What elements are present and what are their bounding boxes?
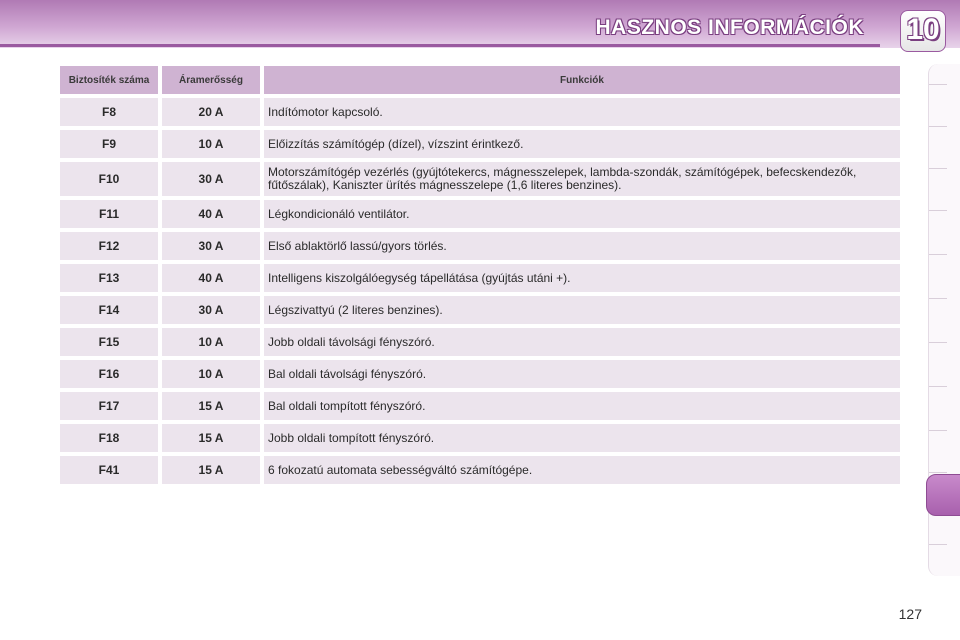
fuse-cell: F12 bbox=[60, 232, 158, 260]
amp-cell: 30 A bbox=[162, 162, 260, 196]
tab-divider bbox=[929, 84, 947, 85]
column-header-fuse: Biztosíték száma bbox=[60, 66, 158, 94]
chapter-number: 10 bbox=[906, 13, 940, 46]
fuse-cell: F9 bbox=[60, 130, 158, 158]
table-row bbox=[60, 424, 900, 452]
fuse-cell: F11 bbox=[60, 200, 158, 228]
table-row bbox=[60, 162, 900, 196]
amp-cell: 15 A bbox=[162, 456, 260, 484]
page-number: 127 bbox=[898, 606, 922, 622]
tab-divider bbox=[929, 210, 947, 211]
fuse-cell: F10 bbox=[60, 162, 158, 196]
function-cell: Intelligens kiszolgálóegység tápellátása (gyújtás utáni +). bbox=[264, 264, 900, 292]
tab-divider bbox=[929, 342, 947, 343]
table-row bbox=[60, 328, 900, 356]
column-header-functions: Funkciók bbox=[264, 66, 900, 94]
table-row bbox=[60, 296, 900, 324]
amp-cell: 40 A bbox=[162, 200, 260, 228]
function-cell: 6 fokozatú automata sebességváltó számítógépe. bbox=[264, 456, 900, 484]
function-cell: Jobb oldali tompított fényszóró. bbox=[264, 424, 900, 452]
tab-divider bbox=[929, 386, 947, 387]
function-cell: Indítómotor kapcsoló. bbox=[264, 98, 900, 126]
tab-divider bbox=[929, 472, 947, 473]
fuse-cell: F16 bbox=[60, 360, 158, 388]
amp-cell: 10 A bbox=[162, 360, 260, 388]
function-cell: Légszivattyú (2 literes benzines). bbox=[264, 296, 900, 324]
chapter-badge bbox=[900, 10, 946, 52]
amp-cell: 20 A bbox=[162, 98, 260, 126]
tab-divider bbox=[929, 168, 947, 169]
active-chapter-tab[interactable] bbox=[926, 474, 960, 516]
amp-cell: 10 A bbox=[162, 328, 260, 356]
function-cell: Bal oldali távolsági fényszóró. bbox=[264, 360, 900, 388]
fuse-cell: F14 bbox=[60, 296, 158, 324]
tab-divider bbox=[929, 544, 947, 545]
page-title: HASZNOS INFORMÁCIÓK bbox=[595, 16, 864, 39]
table-row bbox=[60, 360, 900, 388]
amp-cell: 15 A bbox=[162, 424, 260, 452]
amp-cell: 30 A bbox=[162, 232, 260, 260]
table-header-row bbox=[60, 66, 900, 94]
header-rule bbox=[0, 44, 880, 47]
function-cell: Előizzítás számítógép (dízel), vízszint érintkező. bbox=[264, 130, 900, 158]
table-row bbox=[60, 200, 900, 228]
tab-divider bbox=[929, 298, 947, 299]
function-cell: Első ablaktörlő lassú/gyors törlés. bbox=[264, 232, 900, 260]
function-cell: Bal oldali tompított fényszóró. bbox=[264, 392, 900, 420]
fuse-cell: F13 bbox=[60, 264, 158, 292]
tab-divider bbox=[929, 254, 947, 255]
fuse-cell: F41 bbox=[60, 456, 158, 484]
function-cell: Légkondicionáló ventilátor. bbox=[264, 200, 900, 228]
column-header-amperage: Áramerősség bbox=[162, 66, 260, 94]
function-cell: Motorszámítógép vezérlés (gyújtótekercs, mágnesszelepek, lambda-szondák, számítógépek, befecskendezők, fűtőszálak), Kaniszter ürítés mágnesszelepe (1,6 literes benzines). bbox=[264, 162, 900, 196]
table-row bbox=[60, 232, 900, 260]
fuse-cell: F8 bbox=[60, 98, 158, 126]
table-row bbox=[60, 130, 900, 158]
fuse-cell: F15 bbox=[60, 328, 158, 356]
table-row bbox=[60, 392, 900, 420]
amp-cell: 10 A bbox=[162, 130, 260, 158]
amp-cell: 40 A bbox=[162, 264, 260, 292]
table-row bbox=[60, 456, 900, 484]
tab-divider bbox=[929, 430, 947, 431]
fuse-table bbox=[56, 62, 904, 488]
amp-cell: 15 A bbox=[162, 392, 260, 420]
fuse-cell: F17 bbox=[60, 392, 158, 420]
tab-divider bbox=[929, 126, 947, 127]
amp-cell: 30 A bbox=[162, 296, 260, 324]
table-row bbox=[60, 98, 900, 126]
fuse-cell: F18 bbox=[60, 424, 158, 452]
function-cell: Jobb oldali távolsági fényszóró. bbox=[264, 328, 900, 356]
table-row bbox=[60, 264, 900, 292]
